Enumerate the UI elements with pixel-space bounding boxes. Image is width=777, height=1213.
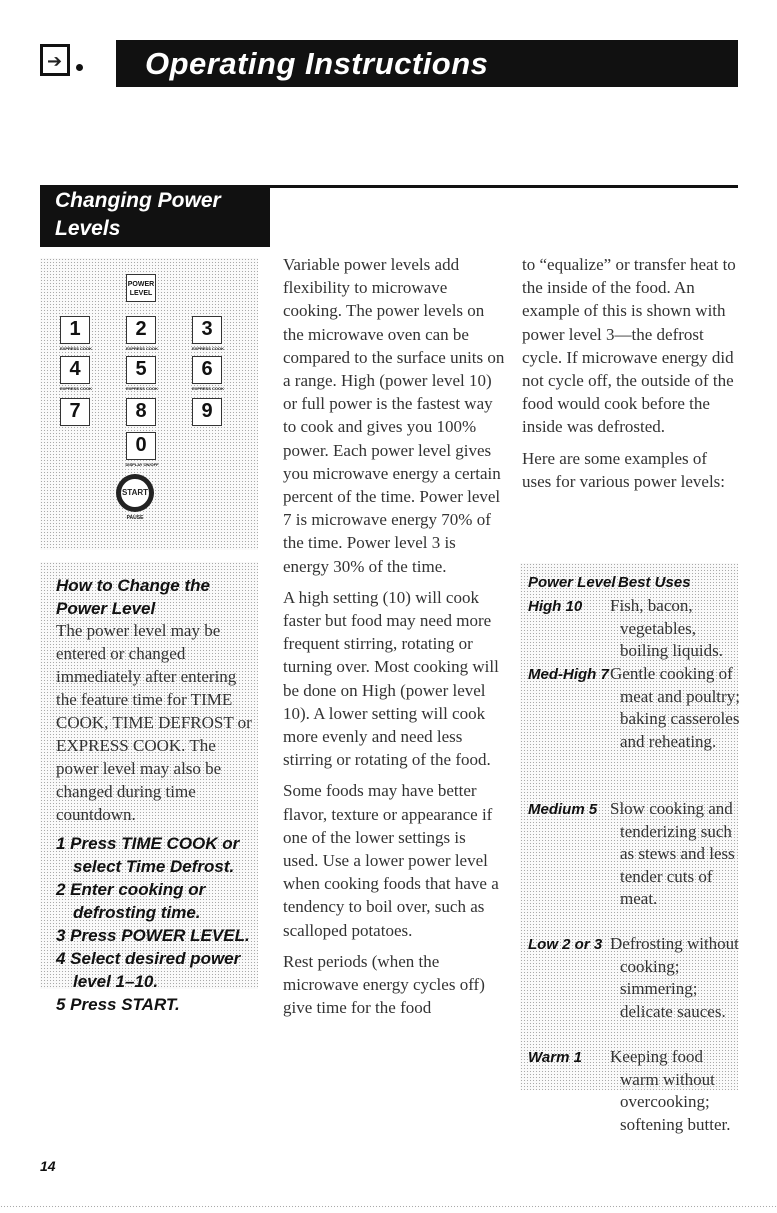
section-title: Changing Power Levels — [55, 189, 221, 240]
pause-label: PAUSE — [126, 515, 144, 521]
bottom-rule — [0, 1205, 777, 1208]
table-row-level: Warm 1 — [528, 1049, 582, 1066]
paragraph: Variable power levels add flexibility to microwave cooking. The power levels on the microwave oven can be compared to the surface units on a range. High (power level 10) or full power is the fastest way to cook and gives you 100% power. Each power level gives you microwave energy a certain percent of the time. Power level 7 is microwave energy 70% of the time. Power level 3 is energy 30% of the time. — [283, 255, 505, 576]
start-label: START — [120, 478, 150, 508]
key-2: 2 EXPRESS COOK — [125, 318, 158, 351]
paragraph: A high setting (10) will cook faster but food may need more frequent stirring, rotating or turning over. Most cooking will be done on High (power level 10). A lower setting will cook more evenly and need less stirring or rotating of the food. — [283, 587, 499, 770]
step-item: 1 Press TIME COOK or select Time Defrost. — [56, 834, 240, 876]
table-row-level: High 10 — [528, 598, 583, 615]
body-column-middle — [283, 253, 505, 1028]
key-8: 8 — [126, 398, 156, 426]
how-to-heading: How to Change the Power Level — [56, 576, 210, 618]
table-row-uses: Fish, bacon, vegetables, boiling liquids. — [610, 596, 723, 660]
body-column-right — [522, 253, 737, 501]
table-row-level: Med-High 7 — [528, 666, 609, 683]
paragraph: Here are some examples of uses for various power levels: — [522, 448, 726, 491]
key-3: 3 EXPRESS COOK — [191, 318, 224, 351]
table-header-level: Power Level — [528, 574, 616, 591]
key-1: 1 EXPRESS COOK — [59, 318, 92, 351]
table-header-uses: Best Uses — [618, 574, 691, 591]
header-dot — [76, 64, 83, 71]
table-row-level: Low 2 or 3 — [528, 936, 603, 953]
table-row-level: Medium 5 — [528, 801, 598, 818]
how-to-body: The power level may be entered or changed immediately after entering the feature time for TIME COOK, TIME DEFROST or EXPRESS COOK. The power level may also be changed during time countdown. — [56, 621, 252, 824]
paragraph: to “equalize” or transfer heat to the inside of the food. An example of this is shown with power level 3—the defrost cycle. If microwave energy did not cycle off, the outside of the food would cook before the inside was defrosted. — [522, 255, 736, 437]
paragraph: Some foods may have better flavor, texture or appearance if one of the lower settings is used. Use a lower power level when cooking foods that have a tendency to boil over, such as scalloped potatoes. — [283, 781, 499, 940]
key-6: 6 EXPRESS COOK — [191, 358, 224, 391]
table-row-uses: Keeping food warm without overcooking; softening butter. — [610, 1047, 731, 1134]
key-7: 7 — [60, 398, 90, 426]
table-row-uses: Defrosting without cooking; simmering; delicate sauces. — [610, 934, 739, 1021]
step-item: 5 Press START. — [56, 995, 180, 1014]
page-title: Operating Instructions — [145, 46, 489, 81]
power-level-table — [520, 563, 740, 1134]
keypad-illustration — [40, 258, 258, 550]
page-number: 14 — [40, 1158, 56, 1174]
paragraph: Rest periods (when the microwave energy cycles off) give time for the food — [283, 951, 485, 1018]
start-button-illustration — [116, 474, 154, 512]
table-row-uses: Gentle cooking of meat and poultry; baking casseroles and reheating. — [610, 664, 740, 751]
key-5: 5 EXPRESS COOK — [125, 358, 158, 391]
key-9: 9 — [192, 398, 222, 426]
step-item: 2 Enter cooking or defrosting time. — [56, 880, 206, 922]
section-rule — [270, 185, 738, 188]
step-item: 3 Press POWER LEVEL. — [56, 926, 250, 945]
step-item: 4 Select desired power level 1–10. — [56, 949, 241, 991]
power-level-key: POWER LEVEL — [126, 274, 156, 302]
how-to-steps — [56, 832, 256, 1016]
key-4: 4 EXPRESS COOK — [59, 358, 92, 391]
arrow-right-icon: ➔ — [40, 44, 70, 76]
key-0: 0 DISPLAY ON/OFF — [125, 434, 159, 467]
how-to-panel — [40, 562, 258, 1014]
table-row-uses: Slow cooking and tenderizing such as stews and less tender cuts of meat. — [610, 799, 735, 908]
